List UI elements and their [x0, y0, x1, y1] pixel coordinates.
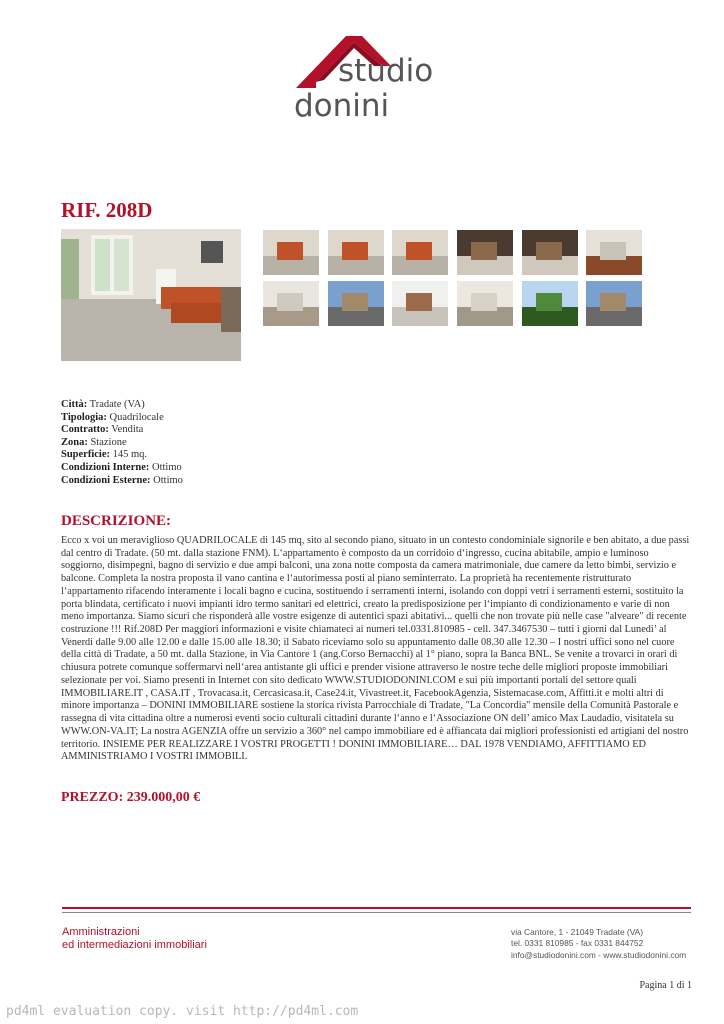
thumbnail-living-room[interactable] [263, 230, 319, 275]
thumbnail-building-exterior[interactable] [586, 281, 642, 326]
footer-phone: tel. 0331 810985 - fax 0331 844752 [511, 938, 644, 949]
footer-address: via Cantore, 1 - 21049 Tradate (VA) [511, 927, 644, 937]
footer-rule-grey [62, 912, 691, 913]
footer-tagline-line2: ed intermediazioni immobiliari [62, 939, 207, 951]
price: PREZZO: 239.000,00 € [61, 790, 201, 805]
property-label: Condizioni Interne: [61, 461, 150, 473]
property-details [61, 399, 183, 487]
property-row [61, 437, 183, 450]
property-label: Contratto: [61, 424, 109, 436]
thumbnail-living-room[interactable] [392, 230, 448, 275]
property-value: Quadrilocale [106, 411, 164, 423]
thumbnail-living-room[interactable] [328, 230, 384, 275]
footer-rule-red [62, 907, 691, 909]
property-value: Vendita [108, 424, 144, 436]
property-label: Zona: [61, 436, 88, 448]
listing-reference: RIF. 208D [61, 198, 153, 222]
footer-contacts [511, 927, 686, 961]
property-row [61, 462, 183, 475]
footer-tagline [62, 926, 207, 952]
footer-web[interactable]: info@studiodonini.com - www.studiodonini.com [511, 949, 687, 960]
property-value: Ottimo [150, 474, 183, 486]
property-row [61, 475, 183, 488]
studio-donini-logo [294, 34, 439, 129]
property-value: 145 mq. [110, 449, 148, 461]
main-photo[interactable] [61, 229, 241, 361]
logo-text-studio: studio [338, 53, 434, 89]
evaluation-watermark: pd4ml evaluation copy. visit http://pd4ml.com [6, 1004, 359, 1019]
description-text: Ecco x voi un meraviglioso QUADRILOCALE di 145 mq, sito al secondo piano, situato in un contesto condominiale signorile e ben abitato, a due passi dal centro di Tradate. (50 mt. dalla stazione FNM). L‘appartamento è composto da un corridoio d‘ingresso, cucina abitabile, ampio e luminoso soggiorno, disimpegni, bagno di servizio e due ampi balconi, una zona notte composta da camera matrimoniale, due camere da letto bimbi, servizio e balcone. Completa la nostra proposta il vano cantina e l‘autorimessa posti al piano seminterrato. La proprietà ha recentemente ristrutturato l‘appartamento rifacendo interamente i locali bagno e cucina, sostituendo i serramenti interni, isolando con doppi vetri i serramenti esterni, sostituito la porta blindata, certificato i nuovi impianti idro termo sanitari ed elettrici, creato la predisposizione per l‘impianto di condizionamento e varie di non meno importanza. Siamo sicuri che risponderà alle vostre esigenze di autentici spazi abitativi... quelli che non trovate più nelle case "alveare" di recente costruzione !!! Rif.208D Per maggiori informazioni e visite chiamateci ai numeri tel.0331.810985 - cell. 347.3467530 – tutti i giorni dal Lunedi’ al Venerdi dalle 9.00 alle 12.00 e dalle 15.00 alle 18.30; il Sabato riceviamo solo su appuntamento dalle 08.30 alle 12.30 – I nostri uffici sono nel cuore della città di Tradate, a 50 mt. dalla Stazione, in Via Cantore 1 (ang.Corso Bernacchi) al 1° piano, sopra la Banca BNL. Se venite a trovarci in orari di chiusura potrete comunque soffermarvi nell‘area antistante gli uffici e prender visione attraverso le nostre teche delle migliori proposte immobiliari selezionate per voi. Siamo presenti in Internet con sito dedicato WWW.STUDIODONINI.COM e sui più importanti portali del settore quali IMMOBILIARE.IT , CASA.IT , Trovacasa.it, Cercasicasa.it, Case24.it, Vivastreet.it, FacebookAgenzia, Sistemacase.com, Affitti.it e molti altri di minore importanza – DONINI IMMOBILIARE sostiene la storica rivista Parrocchiale di Tradate, "La Concordia" mensile della Comunità Pastorale e rassegna di vita cittadina oltre a numerosi eventi socio culturali cittadini durante l‘anno e l‘Associazione ON dell’ amico Max Laudadio, visitatela su WWW.ON-VA.IT; La nostra AGENZIA offre un servizio a 360° nel campo immobiliare ed è affiancata dai migliori professionisti ed artigiani del nostro territorio. INSIEME PER REALIZZARE I VOSTRI PROGETTI ! DONINI IMMOBILIARE… DAL 1978 VENDIAMO, AFFITTIAMO ED AMMINISTRIAMO I VOSTRI IMMOBILI. [61, 535, 690, 763]
property-row [61, 412, 183, 425]
property-value: Stazione [87, 436, 127, 448]
property-label: Condizioni Esterne: [61, 474, 151, 486]
thumbnail-building-exterior[interactable] [328, 281, 384, 326]
thumbnail-kitchen[interactable] [457, 230, 513, 275]
property-label: Città: [61, 399, 88, 410]
logo-text-donini: donini [294, 88, 390, 124]
thumbnail-bathroom[interactable] [392, 281, 448, 326]
page-number: Pagina 1 di 1 [639, 980, 692, 991]
property-value: Ottimo [149, 461, 182, 473]
property-value: Tradate (VA) [87, 399, 145, 410]
property-label: Superficie: [61, 449, 110, 461]
thumbnail-room[interactable] [586, 230, 642, 275]
thumbnail-hallway[interactable] [457, 281, 513, 326]
description-heading: DESCRIZIONE: [61, 513, 172, 529]
property-row [61, 424, 183, 437]
thumbnail-bedroom[interactable] [263, 281, 319, 326]
property-row [61, 399, 183, 412]
thumbnail-garden[interactable] [522, 281, 578, 326]
footer-tagline-line1: Amministrazioni [62, 926, 140, 938]
thumbnail-kitchen[interactable] [522, 230, 578, 275]
property-row [61, 449, 183, 462]
property-label: Tipologia: [61, 411, 107, 423]
